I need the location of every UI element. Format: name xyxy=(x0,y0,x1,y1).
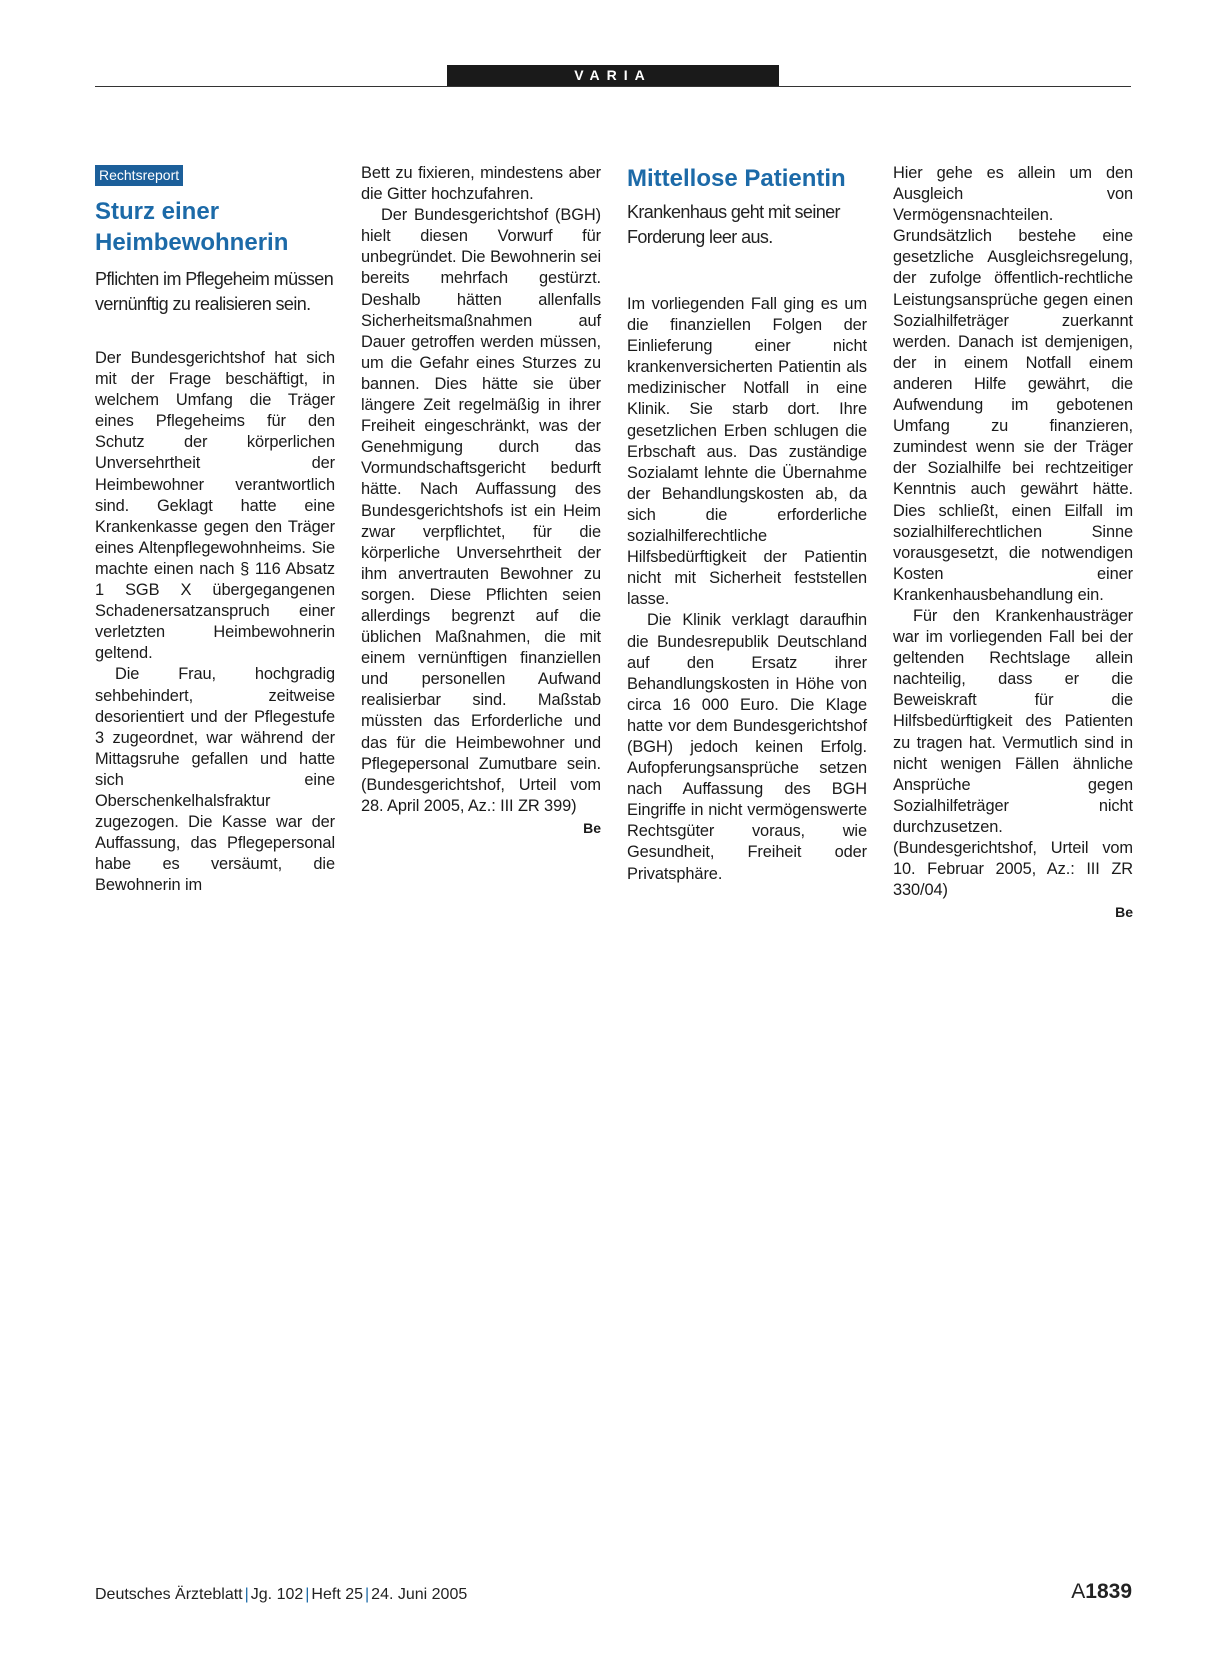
journal-name: Deutsches Ärzteblatt xyxy=(95,1586,243,1603)
issue: Heft 25 xyxy=(311,1586,364,1603)
volume: Jg. 102 xyxy=(250,1586,304,1603)
article2-subtitle: Krankenhaus geht mit seiner Forderung leer aus. xyxy=(627,202,840,247)
footer-citation xyxy=(95,1586,467,1604)
column-3 xyxy=(627,163,867,885)
footer-separator: | xyxy=(305,1586,310,1603)
rubric-badge: Rechtsreport xyxy=(95,165,183,186)
page-prefix: A xyxy=(1071,1580,1086,1603)
article2-paragraph-2-start: Die Klinik verklagt daraufhin die Bundesrepublik Deutschland auf den Ersatz ihrer Behandlungskosten in Höhe von circa 16 000 Euro. Die Klage hatte vor dem Bundesgerichtshof (BGH) jedoch keinen Erfolg. Aufopferungsansprüche setzen nach Auffassung des BGH Eingriffe in nicht vermögenswerte Rechtsgüter voraus, wie Gesundheit, Freiheit oder Privatsphäre. xyxy=(627,611,867,883)
footer-separator: | xyxy=(365,1586,370,1603)
article2-headline: Mittellose Patientin xyxy=(627,165,846,192)
article1-body-part2 xyxy=(361,163,601,817)
column-4 xyxy=(893,163,1133,920)
page-number-value: 1839 xyxy=(1085,1580,1132,1603)
article2-paragraph-1: Im vorliegenden Fall ging es um die finanziellen Folgen der Einlieferung einer nicht krankenversicherten Patientin als medizinischer Notfall in eine Klinik. Sie starb dort. Ihre gesetzlichen Erben schlugen die Erbschaft aus. Das zuständige Sozialamt lehnte die Übernahme der Behandlungskosten ab, da sich die erforderliche sozialhilferechtliche Hilfsbedürftigkeit der Patientin nicht mit Sicherheit feststellen lasse. xyxy=(627,295,867,609)
column-1 xyxy=(95,163,335,896)
article2-paragraph-3: Für den Krankenhausträger war im vorliegenden Fall bei der geltenden Rechtslage allein nachteilig, dass er die Beweiskraft für die Hilfsbedürftigkeit des Patienten zu tragen hat. Vermutlich sind in nicht wenigen Fällen ähnliche Ansprüche gegen Sozialhilfeträger nicht durchzusetzen. (Bundesgerichtshof, Urteil vom 10. Februar 2005, Az.: III ZR 330/04) xyxy=(893,606,1133,900)
article2-body-part2 xyxy=(893,163,1133,901)
article1-author-signature: Be xyxy=(583,819,601,836)
article1-paragraph-3: Der Bundesgerichtshof (BGH) hielt diesen Vorwurf für unbegründet. Die Bewohnerin sei bereits mehrfach gestürzt. Deshalb hätten allenfalls Sicherheitsmaßnahmen auf Dauer getroffen werden müssen, um die Gefahr eines Sturzes zu bannen. Dies hätte sie über längere Zeit regelmäßig in ihrer Freiheit eingeschränkt, was der Genehmigung durch das Vormundschaftsgericht bedurft hätte. Nach Auffassung des Bundesgerichtshofs ist ein Heim zwar verpflichtet, für die körperliche Unversehrtheit der ihm anvertrauten Bewohner zu sorgen. Diese Pflichten seien allerdings begrenzt auf die üblichen Maßnahmen, die mit einem vernünftigen finanziellen und personellen Aufwand realisierbar sind. Maßstab müssten das Erforderliche und das für die Heimbewohner und Pflegepersonal Zumutbare sein. (Bundesgerichtshof, Urteil vom 28. April 2005, Az.: III ZR 399) xyxy=(361,206,601,815)
header-rule xyxy=(95,86,1131,87)
page-number xyxy=(1071,1580,1132,1604)
article1-paragraph-2-end: Bett zu fixieren, mindestens aber die Gitter hochzufahren. xyxy=(361,164,601,204)
article1-headline: Sturz einer Heimbewohnerin xyxy=(95,198,289,256)
column-2 xyxy=(361,163,601,836)
section-label: VARIA xyxy=(447,65,779,86)
article1-body-part1 xyxy=(95,348,335,896)
article1-paragraph-2-start: Die Frau, hochgradig sehbehindert, zeitweise desorientiert und der Pflegestufe 3 zugeordnet, war während der Mittagsruhe gefallen und hatte sich eine Oberschenkelhalsfraktur zugezogen. Die Kasse war der Auffassung, das Pflegepersonal habe es versäumt, die Bewohnerin im xyxy=(95,665,335,895)
article1-subtitle: Pflichten im Pflegeheim müssen vernünftig zu realisieren sein. xyxy=(95,269,334,314)
article1-paragraph-1: Der Bundesgerichtshof hat sich mit der Frage beschäftigt, in welchem Umfang die Träger eines Pflegeheims für den Schutz der körperlichen Unversehrtheit der Heimbewohner verantwortlich sind. Geklagt hatte eine Krankenkasse gegen den Träger eines Altenpflegewohnheims. Sie machte einen nach § 116 Absatz 1 SGB X übergegangenen Schadenersatzanspruch einer verletzten Heimbewohnerin geltend. xyxy=(95,349,335,663)
article2-paragraph-2-end: Hier gehe es allein um den Ausgleich von Vermögensnachteilen. Grundsätzlich bestehe eine gesetzliche Ausgleichsregelung, der zufolge öffentlich-rechtliche Leistungsansprüche gegen einen Sozialhilfeträger zuerkannt werden. Danach ist demjenigen, der in einem Notfall einem anderen Hilfe gewährt, die Aufwendung im gebotenen Umfang zu finanzieren, zumindest wenn sie der Träger der Sozialhilfe bei rechtzeitiger Kenntnis auch gewährt hätte. Dies schließt, einen Eilfall im sozialhilferechtlichen Sinne vorausgesetzt, die notwendigen Kosten einer Krankenhausbehandlung ein. xyxy=(893,164,1133,604)
article2-body-part1 xyxy=(627,294,867,885)
article2-author-signature: Be xyxy=(1115,904,1133,921)
footer-separator: | xyxy=(244,1586,249,1603)
issue-date: 24. Juni 2005 xyxy=(371,1586,468,1603)
